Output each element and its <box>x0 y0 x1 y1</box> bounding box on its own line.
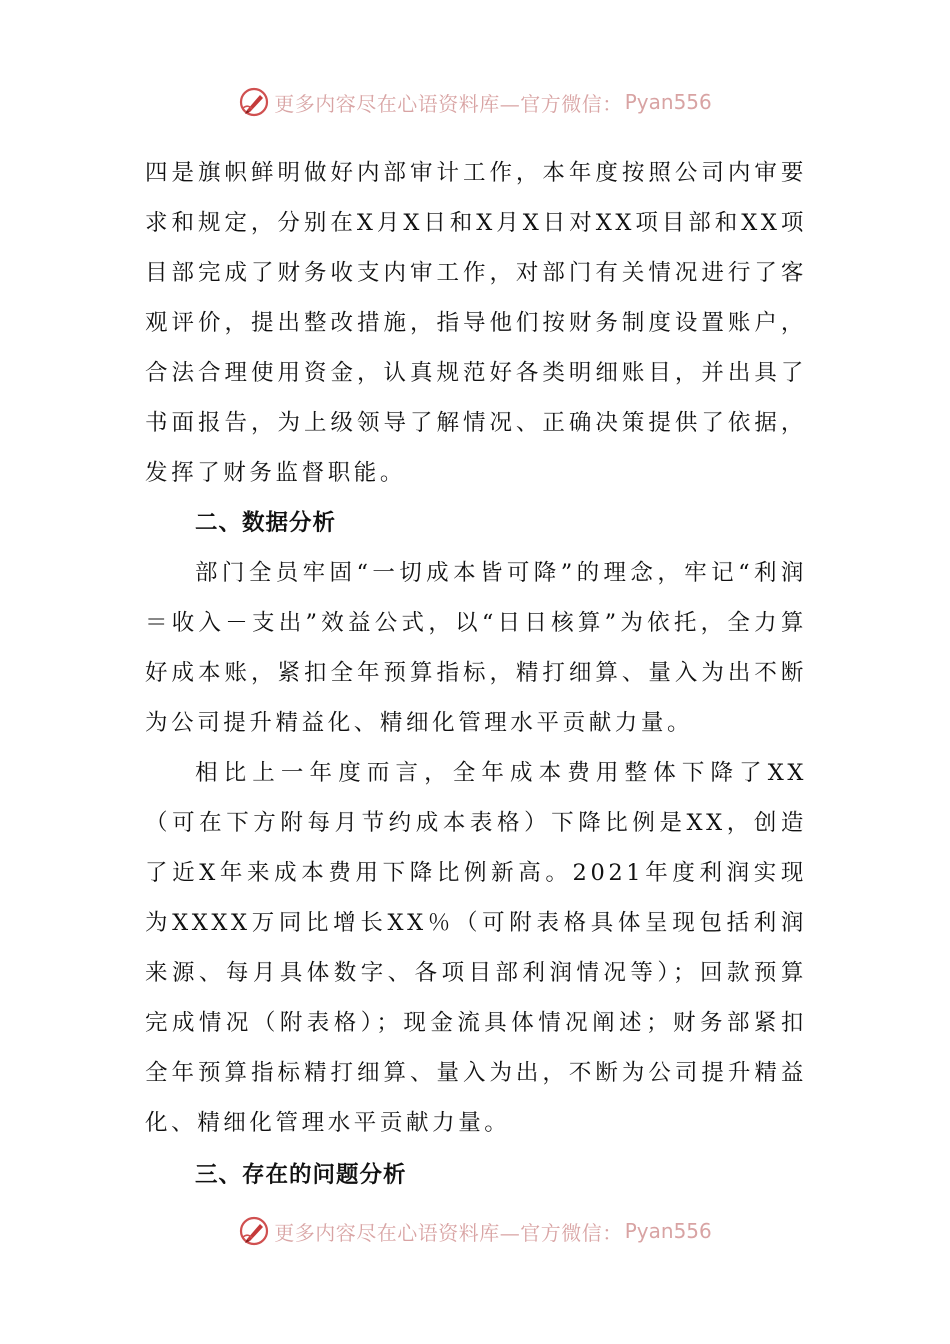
banner-brand-text: 更多内容尽在心语资料库—官方微信： <box>274 1220 623 1245</box>
banner-brand-text: 更多内容尽在心语资料库—官方微信： <box>274 91 623 116</box>
pen-logo-icon <box>238 1215 270 1247</box>
paragraph-cost-decline: 相比上一年度而言，全年成本费用整体下降了XX（可在下方附每月节约成本表格）下降比例是XX，创造了近X年来成本费用下降比例新高。2021年度利润实现为XXXX万同比增长XX％（可附表格具体呈现包括利润来源、每月具体数字、各项目部利润情况等）；回款预算完成情况（附表格）；现金流具体情况阐述；财务部紧扣全年预算指标精打细算、量入为出，不断为公司提升精益化、精细化管理水平贡献力量。 <box>145 760 807 1136</box>
pen-logo-icon <box>238 86 270 118</box>
footer-watermark-banner <box>0 1211 950 1251</box>
header-watermark-banner <box>0 82 950 122</box>
section-heading-problem-analysis: 三、存在的问题分析 <box>195 1162 407 1188</box>
paragraph-cost-concept: 部门全员牢固“一切成本皆可降”的理念，牢记“利润＝收入－支出”效益公式，以“日日核算”为依托，全力算好成本账，紧扣全年预算指标，精打细算、量入为出不断为公司提升精益化、精细化管理水平贡献力量。 <box>145 560 807 736</box>
section-heading-data-analysis: 二、数据分析 <box>195 510 337 536</box>
document-body <box>145 148 807 1200</box>
banner-wechat-id: Pyan556 <box>624 1219 712 1243</box>
paragraph-internal-audit: 四是旗帜鲜明做好内部审计工作，本年度按照公司内审要求和规定，分别在X月X日和X月X日对XX项目部和XX项目部完成了财务收支内审工作，对部门有关情况进行了客观评价，提出整改措施，指导他们按财务制度设置账户，合法合理使用资金，认真规范好各类明细账目，并出具了书面报告，为上级领导了解情况、正确决策提供了依据，发挥了财务监督职能。 <box>145 160 807 486</box>
banner-wechat-id: Pyan556 <box>624 90 712 114</box>
